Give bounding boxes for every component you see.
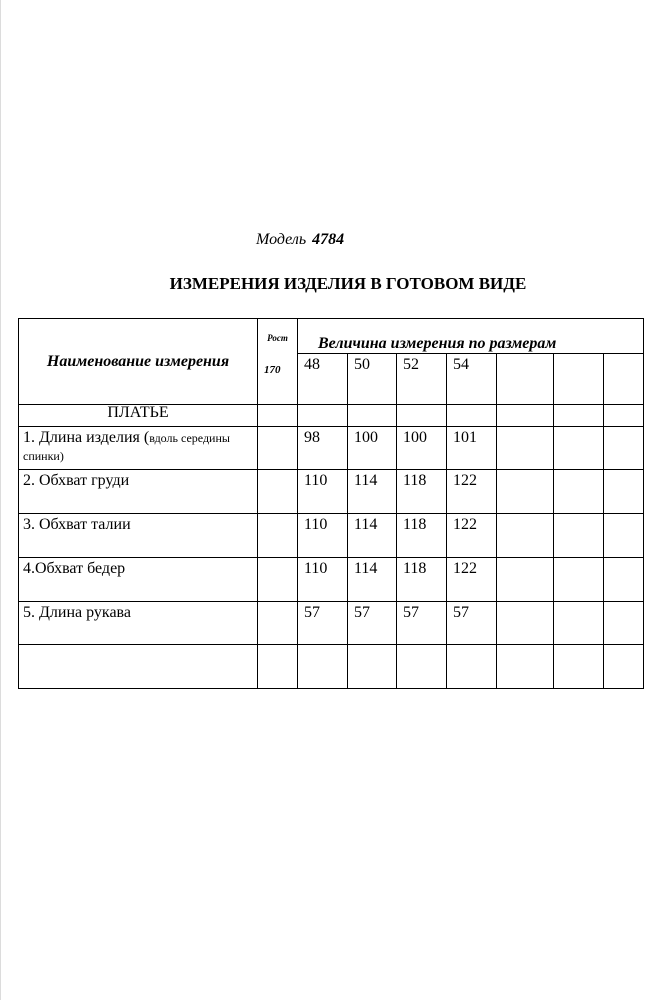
header-name-cell: Наименование измерения: [19, 319, 258, 405]
empty-cell: [19, 645, 258, 689]
empty-cell: [554, 470, 604, 514]
page-edge: [0, 0, 1, 1000]
value-cell: 110: [298, 558, 348, 602]
empty-cell: [258, 405, 298, 427]
value-cell: 122: [447, 558, 497, 602]
empty-cell: [604, 405, 644, 427]
value-cell: 57: [447, 602, 497, 645]
size-header: 54: [447, 354, 497, 405]
empty-cell: [497, 354, 554, 405]
value-cell: 110: [298, 470, 348, 514]
measurements-table: [18, 318, 644, 689]
model-number: 4784: [312, 231, 345, 248]
value-cell: 101: [447, 427, 497, 470]
value-cell: 122: [447, 514, 497, 558]
empty-cell: [554, 354, 604, 405]
model-label: Модель: [256, 231, 307, 248]
size-header: 52: [397, 354, 447, 405]
empty-cell: [497, 427, 554, 470]
measurement-note: вдоль середины спинки): [23, 431, 230, 463]
empty-cell: [604, 602, 644, 645]
empty-cell: [497, 514, 554, 558]
table-row: [19, 514, 644, 558]
section-title: ПЛАТЬЕ: [19, 405, 258, 427]
empty-cell: [348, 645, 397, 689]
empty-cell: [604, 427, 644, 470]
table-row: [19, 602, 644, 645]
empty-cell: [258, 602, 298, 645]
document-title: ИЗМЕРЕНИЯ ИЗДЕЛИЯ В ГОТОВОМ ВИДЕ: [169, 274, 527, 293]
empty-cell: [497, 645, 554, 689]
header-sizes-label: Величина измерения по размерам: [298, 319, 644, 354]
empty-cell: [397, 645, 447, 689]
empty-cell: [497, 558, 554, 602]
value-cell: 114: [348, 470, 397, 514]
value-cell: 57: [348, 602, 397, 645]
empty-cell: [554, 602, 604, 645]
empty-cell: [604, 514, 644, 558]
empty-cell: [397, 405, 447, 427]
value-cell: 114: [348, 558, 397, 602]
height-value: 170: [264, 364, 281, 376]
measurement-name: 2. Обхват груди: [19, 470, 258, 514]
value-cell: 114: [348, 514, 397, 558]
height-label: Рост: [267, 333, 288, 343]
value-cell: 57: [298, 602, 348, 645]
empty-cell: [604, 645, 644, 689]
value-cell: 100: [348, 427, 397, 470]
empty-cell: [554, 405, 604, 427]
empty-cell: [348, 405, 397, 427]
value-cell: 118: [397, 558, 447, 602]
empty-cell: [554, 514, 604, 558]
value-cell: 118: [397, 514, 447, 558]
empty-cell: [447, 645, 497, 689]
empty-cell: [497, 470, 554, 514]
empty-cell: [298, 405, 348, 427]
value-cell: 110: [298, 514, 348, 558]
value-cell: 100: [397, 427, 447, 470]
empty-cell: [554, 645, 604, 689]
empty-cell: [258, 558, 298, 602]
empty-cell: [258, 645, 298, 689]
empty-cell: [497, 602, 554, 645]
table-row: [19, 558, 644, 602]
empty-cell: [258, 470, 298, 514]
header-height-cell: [258, 319, 298, 405]
table-row: [19, 470, 644, 514]
empty-cell: [258, 514, 298, 558]
table-row: [19, 645, 644, 689]
value-cell: 122: [447, 470, 497, 514]
empty-cell: [554, 427, 604, 470]
value-cell: 118: [397, 470, 447, 514]
empty-cell: [604, 558, 644, 602]
empty-cell: [298, 645, 348, 689]
empty-cell: [554, 558, 604, 602]
measurement-name: 1. Длина изделия (вдоль середины спинки): [19, 427, 258, 470]
measurement-name: 3. Обхват талии: [19, 514, 258, 558]
empty-cell: [497, 405, 554, 427]
table-row: [19, 427, 644, 470]
measurement-name: 5. Длина рукава: [19, 602, 258, 645]
empty-cell: [447, 405, 497, 427]
value-cell: 98: [298, 427, 348, 470]
measurement-name: 4.Обхват бедер: [19, 558, 258, 602]
value-cell: 57: [397, 602, 447, 645]
empty-cell: [258, 427, 298, 470]
empty-cell: [604, 470, 644, 514]
size-header: 48: [298, 354, 348, 405]
empty-cell: [604, 354, 644, 405]
size-header: 50: [348, 354, 397, 405]
model-line: [256, 231, 344, 249]
